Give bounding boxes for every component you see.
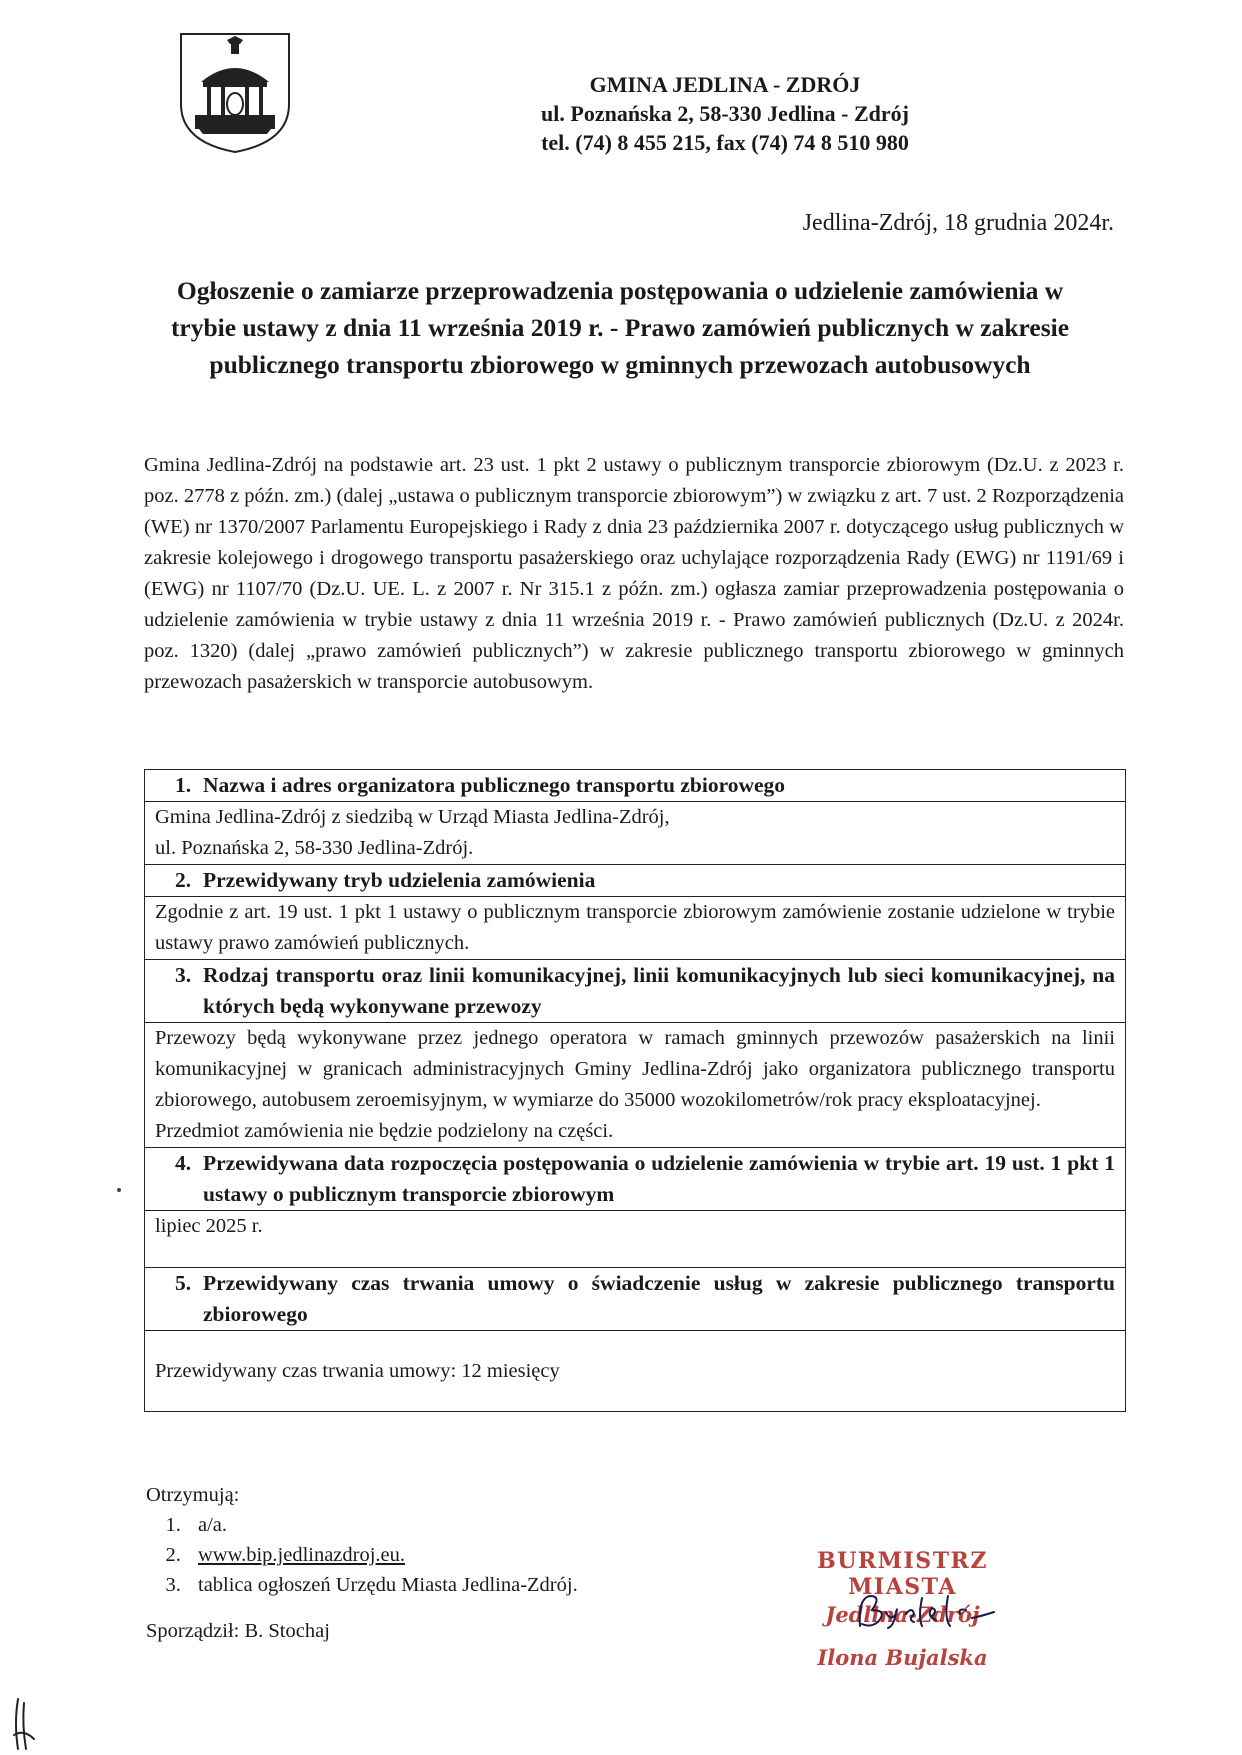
section-heading: Przewidywany tryb udzielenia zamówienia (203, 868, 596, 892)
section-heading: Przewidywany czas trwania umowy o świadczenie usług w zakresie publicznego transportu zbiorowego (203, 1271, 1115, 1326)
stamp-title: BURMISTRZ MIASTA (817, 1548, 988, 1600)
section-body-line: Przewozy będą wykonywane przez jednego operatora w ramach gminnych przewozów pasażerskich na linii komunikacyjnej w granicach administracyjnych Gminy Jedlina-Zdrój jako organizatora publicznego transportu zbiorowego, autobusem zeroemisyjnym, w wymiarze do 35000 wozokilometrów/rok pracy eksploatacyjnej. (155, 1027, 1115, 1111)
section-heading: Nazwa i adres organizatora publicznego transportu zbiorowego (203, 773, 786, 797)
section-heading: Przewidywana data rozpoczęcia postępowania o udzielenie zamówienia w trybie art. 19 ust. 1 pkt 1 ustawy o publicznym transporcie zbiorowym (203, 1151, 1115, 1206)
recipient-item: 3. tablica ogłoszeń Urzędu Miasta Jedlina-Zdrój. (186, 1570, 578, 1600)
section-body-line: Przedmiot zamówienia nie będzie podzielony na części. (155, 1120, 614, 1142)
intro-paragraph: Gmina Jedlina-Zdrój na podstawie art. 23 ust. 1 pkt 2 ustawy o publicznym transporcie zbiorowym (Dz.U. z 2023 r. poz. 2778 z późn. zm.) (dalej „ustawa o publicznym transporcie zbiorowym”) w związku z art. 7 ust. 2 Rozporządzenia (WE) nr 1370/2007 Parlamentu Europejskiego i Rady z dnia 23 października 2007 r. dotyczącego usług publicznych w zakresie kolejowego i drogowego transportu pasażerskiego oraz uchylające rozporządzenia Rady (EWG) nr 1191/69 i (EWG) nr 1107/70 (Dz.U. UE. L. z 2007 r. Nr 315.1 z późn. zm.) ogłasza zamiar przeprowadzenia postępowania o udzielenie zamówienia w trybie ustawy z dnia 11 września 2019 r. - Prawo zamówień publicznych (Dz.U. z 2024r. poz. 1320) (dalej „prawo zamówień publicznych”) w zakresie publicznego transportu zbiorowego w gminnych przewozach pasażerskich w transporcie autobusowym. (144, 454, 1124, 693)
section-heading-row (145, 1148, 1126, 1211)
section-heading: Rodzaj transportu oraz linii komunikacyjnej, linii komunikacyjnych lub sieci komunikacyjnej, na których będą wykonywane przewozy (203, 963, 1115, 1018)
document-date: Jedlina-Zdrój, 18 grudnia 2024r. (802, 210, 1114, 236)
section-number: 1. (175, 773, 192, 797)
recipient-item (186, 1540, 578, 1570)
section-body-row (145, 1023, 1126, 1148)
letterhead-contact: tel. (74) 8 455 215, fax (74) 74 8 510 980 (541, 130, 909, 155)
document-title: Ogłoszenie o zamiarze przeprowadzenia postępowania o udzielenie zamówienia w trybie ustawy z dnia 11 września 2019 r. - Prawo zamówień publicznych w zakresie publicznego transportu zbiorowego w gminnych przewozach autobusowych (170, 276, 1070, 379)
letterhead-address: ul. Poznańska 2, 58-330 Jedlina - Zdrój (541, 101, 909, 126)
section-body-line: Gmina Jedlina-Zdrój z siedzibą w Urząd Miasta Jedlina-Zdrój, (155, 806, 670, 828)
letterhead-name: GMINA JEDLINA - ZDRÓJ (589, 72, 861, 97)
section-number: 4. (175, 1151, 192, 1175)
recipient-item: 1. a/a. (186, 1510, 578, 1540)
section-body-row (145, 802, 1126, 865)
prepared-by: Sporządził: B. Stochaj (146, 1620, 330, 1642)
letterhead (380, 70, 1070, 157)
section-body-line: Przewidywany czas trwania umowy: 12 miesięcy (155, 1359, 560, 1382)
section-heading-row (145, 960, 1126, 1023)
section-number: 3. (175, 963, 192, 987)
section-number: 2. (175, 868, 192, 892)
section-body-line: Zgodnie z art. 19 ust. 1 pkt 1 ustawy o publicznym transporcie zbiorowym zamówienie zostanie udzielone w trybie ustawy prawo zamówień publicznych. (155, 901, 1115, 954)
coat-of-arms-icon (177, 30, 293, 156)
recipients-label: Otrzymują: (146, 1484, 240, 1506)
stamp-town: Jedlina-Zdrój (825, 1602, 980, 1627)
section-body-line: ul. Poznańska 2, 58-330 Jedlina-Zdrój. (155, 837, 474, 859)
section-heading-row (145, 1268, 1126, 1331)
section-heading-row (145, 770, 1126, 802)
handwritten-signature-icon (848, 1588, 1008, 1638)
scan-mark (117, 1188, 121, 1192)
sections-table (144, 769, 1126, 1412)
recipient-link[interactable]: www.bip.jedlinazdroj.eu. (198, 1544, 406, 1566)
section-body-row (145, 897, 1126, 960)
recipients (146, 1480, 578, 1600)
section-heading-row (145, 865, 1126, 897)
section-body-row (145, 1211, 1126, 1268)
stamp-name: Ilona Bujalska (817, 1645, 988, 1670)
handwritten-initials-icon (10, 1695, 38, 1753)
section-body-row (145, 1331, 1126, 1412)
section-number: 5. (175, 1271, 192, 1295)
section-body-line: lipiec 2025 r. (155, 1215, 263, 1237)
